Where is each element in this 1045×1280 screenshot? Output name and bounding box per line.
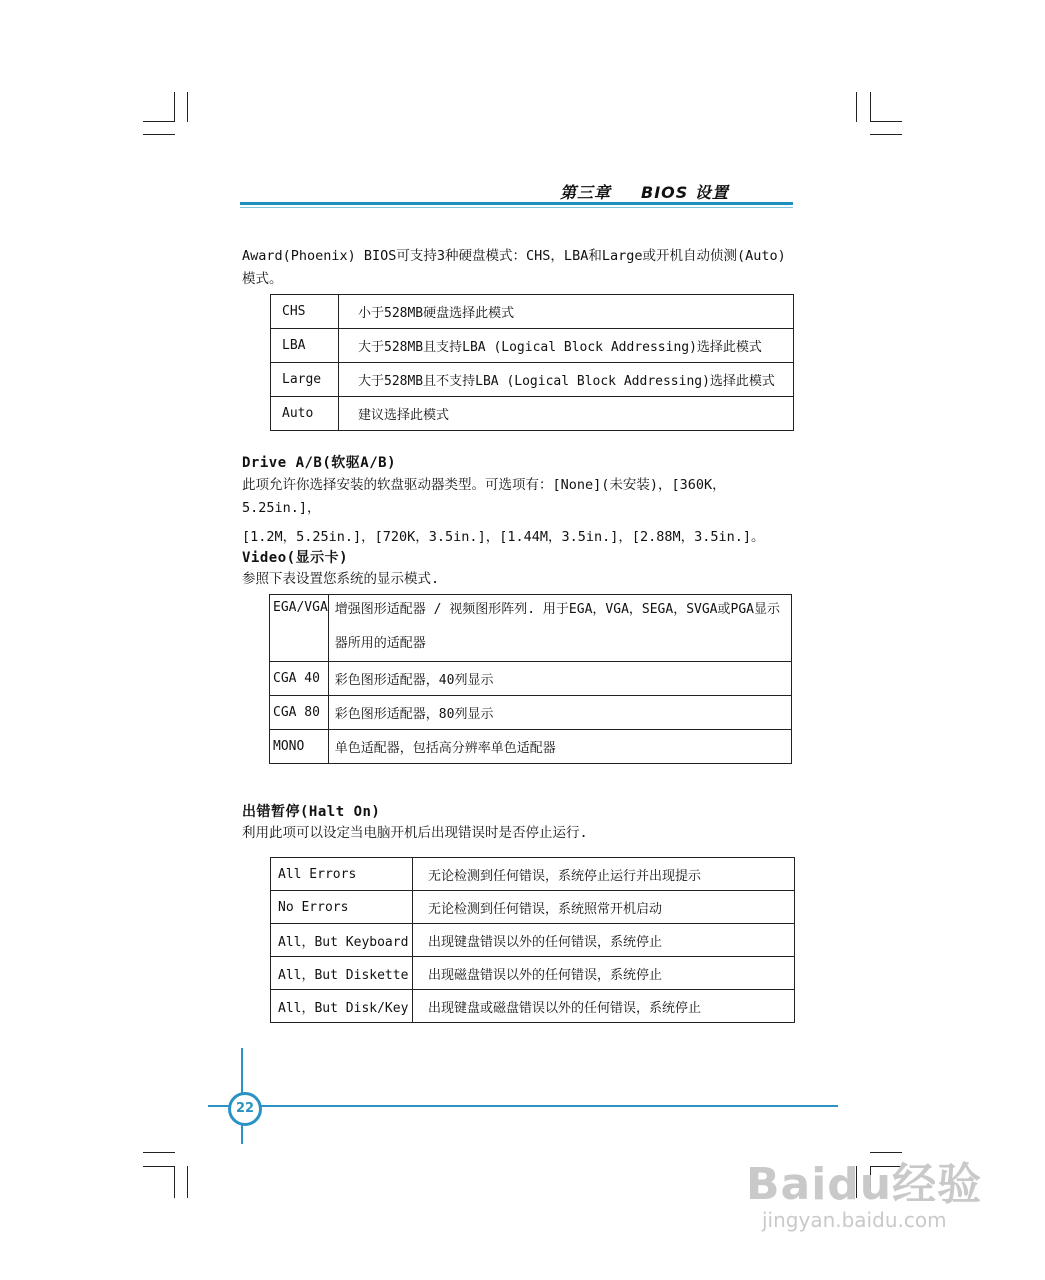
table-cell-key: Large xyxy=(271,363,339,397)
table-row xyxy=(271,891,795,924)
hdd-mode-table xyxy=(270,294,794,431)
table-row xyxy=(271,858,795,891)
chapter-title: BIOS 设置 xyxy=(641,183,729,202)
table-row xyxy=(271,329,794,363)
video-description: 参照下表设置您系统的显示模式. xyxy=(242,571,440,587)
header-rule-thin xyxy=(240,207,793,208)
table-cell-key: All Errors xyxy=(271,858,413,891)
table-row xyxy=(271,295,794,329)
table-cell-key: CGA 40 xyxy=(270,662,329,696)
crop-mark xyxy=(870,92,871,122)
table-cell-key: All，But Keyboard xyxy=(271,924,413,957)
crop-mark xyxy=(143,1166,175,1167)
watermark-url: jingyan.baidu.com xyxy=(762,1208,947,1232)
video-table xyxy=(269,594,792,764)
table-cell-desc: 小于528MB硬盘选择此模式 xyxy=(339,295,794,329)
table-cell-key: All，But Diskette xyxy=(271,957,413,990)
crop-mark xyxy=(143,134,175,135)
table-cell-text: 增强图形适配器 / 视频图形阵列. 用于EGA，VGA，SEGA，SVGA或PGA显示器所用的适配器 xyxy=(334,602,780,651)
table-cell-key: MONO xyxy=(270,730,329,764)
header-rule xyxy=(240,202,793,205)
section-heading-halt: 出错暂停(Halt On) xyxy=(242,804,381,820)
crop-mark xyxy=(143,121,175,122)
table-cell-desc: 建议选择此模式 xyxy=(339,397,794,431)
crop-mark xyxy=(174,92,175,122)
crop-mark xyxy=(187,1166,188,1198)
chapter-label: 第三章 xyxy=(560,183,612,202)
table-row xyxy=(271,924,795,957)
section-heading-video: Video(显示卡) xyxy=(242,550,349,566)
crop-mark xyxy=(143,1152,175,1153)
table-cell-desc: 出现磁盘错误以外的任何错误，系统停止 xyxy=(413,957,795,990)
table-cell-key: CHS xyxy=(271,295,339,329)
intro-line: Award(Phoenix) BIOS可支持3种硬盘模式：CHS，LBA和Large或开机自动侦测(Auto) xyxy=(242,248,786,264)
table-cell-desc: 出现键盘错误以外的任何错误，系统停止 xyxy=(413,924,795,957)
table-row xyxy=(271,397,794,431)
chapter-header xyxy=(560,180,792,203)
drive-line: 此项允许你选择安装的软盘驱动器类型。可选项有：[None](未安装)，[360K，5.25in.]， xyxy=(242,477,726,516)
table-cell-key: No Errors xyxy=(271,891,413,924)
crop-mark xyxy=(870,121,902,122)
table-row xyxy=(271,957,795,990)
watermark-brand: Baidu经验 xyxy=(746,1159,983,1210)
table-cell-desc: 大于528MB且不支持LBA (Logical Block Addressing)选择此模式 xyxy=(339,363,794,397)
halt-table xyxy=(270,857,795,1023)
table-cell-key: Auto xyxy=(271,397,339,431)
crop-mark xyxy=(856,92,857,122)
drive-paragraph xyxy=(242,474,802,549)
table-row xyxy=(270,595,792,662)
table-cell-desc xyxy=(328,595,791,662)
section-heading-drive: Drive A/B(软驱A/B) xyxy=(242,455,397,471)
table-cell-desc: 大于528MB且支持LBA (Logical Block Addressing)选择此模式 xyxy=(339,329,794,363)
table-cell-key: CGA 80 xyxy=(270,696,329,730)
crop-mark xyxy=(174,1166,175,1198)
table-cell-desc: 单色适配器，包括高分辨率单色适配器 xyxy=(328,730,791,764)
table-cell-key: LBA xyxy=(271,329,339,363)
table-cell-key: EGA/VGA xyxy=(270,595,329,662)
table-cell-desc: 彩色图形适配器，40列显示 xyxy=(328,662,791,696)
table-row xyxy=(270,662,792,696)
table-row xyxy=(270,730,792,764)
table-cell-desc: 无论检测到任何错误，系统照常开机启动 xyxy=(413,891,795,924)
drive-line: [1.2M，5.25in.]，[720K，3.5in.]，[1.44M，3.5in.]，[2.88M，3.5in.]。 xyxy=(242,529,765,545)
table-cell-desc: 出现键盘或磁盘错误以外的任何错误，系统停止 xyxy=(413,990,795,1023)
table-cell-key: All，But Disk/Key xyxy=(271,990,413,1023)
intro-paragraph xyxy=(242,245,802,291)
table-cell-desc: 无论检测到任何错误，系统停止运行并出现提示 xyxy=(413,858,795,891)
table-row xyxy=(270,696,792,730)
footer-horizontal-rule xyxy=(208,1105,838,1107)
table-row xyxy=(271,363,794,397)
page-number: 22 xyxy=(228,1092,262,1126)
table-row xyxy=(271,990,795,1023)
intro-line: 模式。 xyxy=(242,271,283,287)
crop-mark xyxy=(870,134,902,135)
halt-description: 利用此项可以设定当电脑开机后出现错误时是否停止运行. xyxy=(242,825,588,841)
crop-mark xyxy=(187,92,188,122)
table-cell-desc: 彩色图形适配器，80列显示 xyxy=(328,696,791,730)
